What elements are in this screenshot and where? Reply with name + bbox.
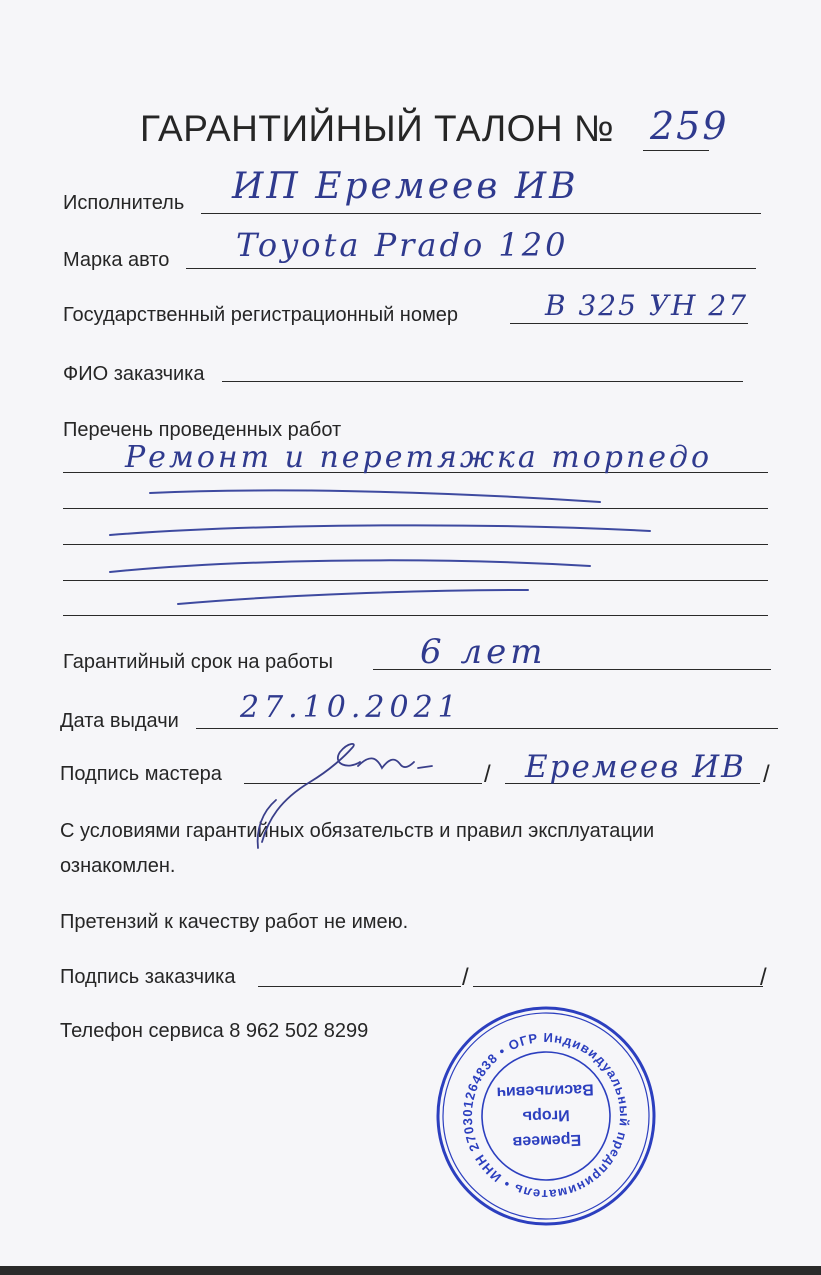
- warranty-label: Гарантийный срок на работы: [63, 651, 333, 673]
- customer-name-label: ФИО заказчика: [63, 363, 205, 385]
- issue-date-value: 27.10.2021: [240, 690, 462, 725]
- master-signature-slash-1: /: [484, 761, 491, 788]
- service-phone: Телефон сервиса 8 962 502 8299: [60, 1020, 369, 1042]
- no-claims-text: Претензий к качеству работ не имею.: [60, 911, 409, 933]
- performer-value: ИП Еремеев ИВ: [232, 166, 579, 207]
- document-title: ГАРАНТИЙНЫЙ ТАЛОН №: [140, 108, 615, 149]
- reg-number-label: Государственный регистрационный номер: [63, 304, 458, 326]
- master-signature-label: Подпись мастера: [60, 763, 222, 785]
- performer-label: Исполнитель: [63, 192, 185, 214]
- customer-signature-slash-2: /: [760, 964, 767, 991]
- car-brand-label: Марка авто: [63, 249, 170, 271]
- master-signature-slash-2: /: [763, 761, 770, 788]
- terms-text-line1: С условиями гарантийных обязательств и правил эксплуатации: [60, 820, 655, 842]
- talon-number: 259: [650, 104, 729, 148]
- stamp-ring-text: Индивидуальный предприниматель • ИНН 270301264838 • ОГРНИП: [459, 1029, 633, 1203]
- customer-signature-label: Подпись заказчика: [60, 966, 236, 988]
- customer-signature-slash-1: /: [462, 964, 469, 991]
- stamp-surname: Еремеев: [512, 1130, 582, 1151]
- warranty-value: 6 лет: [420, 632, 547, 672]
- reg-number-value: В 325 УН 27: [545, 289, 749, 322]
- terms-text-line2: ознакомлен.: [60, 855, 176, 877]
- car-brand-value: Toyota Prado 120: [236, 226, 569, 264]
- stamp-first-name: Игорь: [522, 1106, 570, 1125]
- issue-date-label: Дата выдачи: [60, 710, 179, 732]
- works-label: Перечень проведенных работ: [63, 419, 342, 441]
- stamp-patronymic: Васильевич: [496, 1080, 594, 1101]
- master-name-value: Еремеев ИВ: [525, 749, 746, 785]
- works-value: Ремонт и перетяжка торпедо: [125, 440, 713, 475]
